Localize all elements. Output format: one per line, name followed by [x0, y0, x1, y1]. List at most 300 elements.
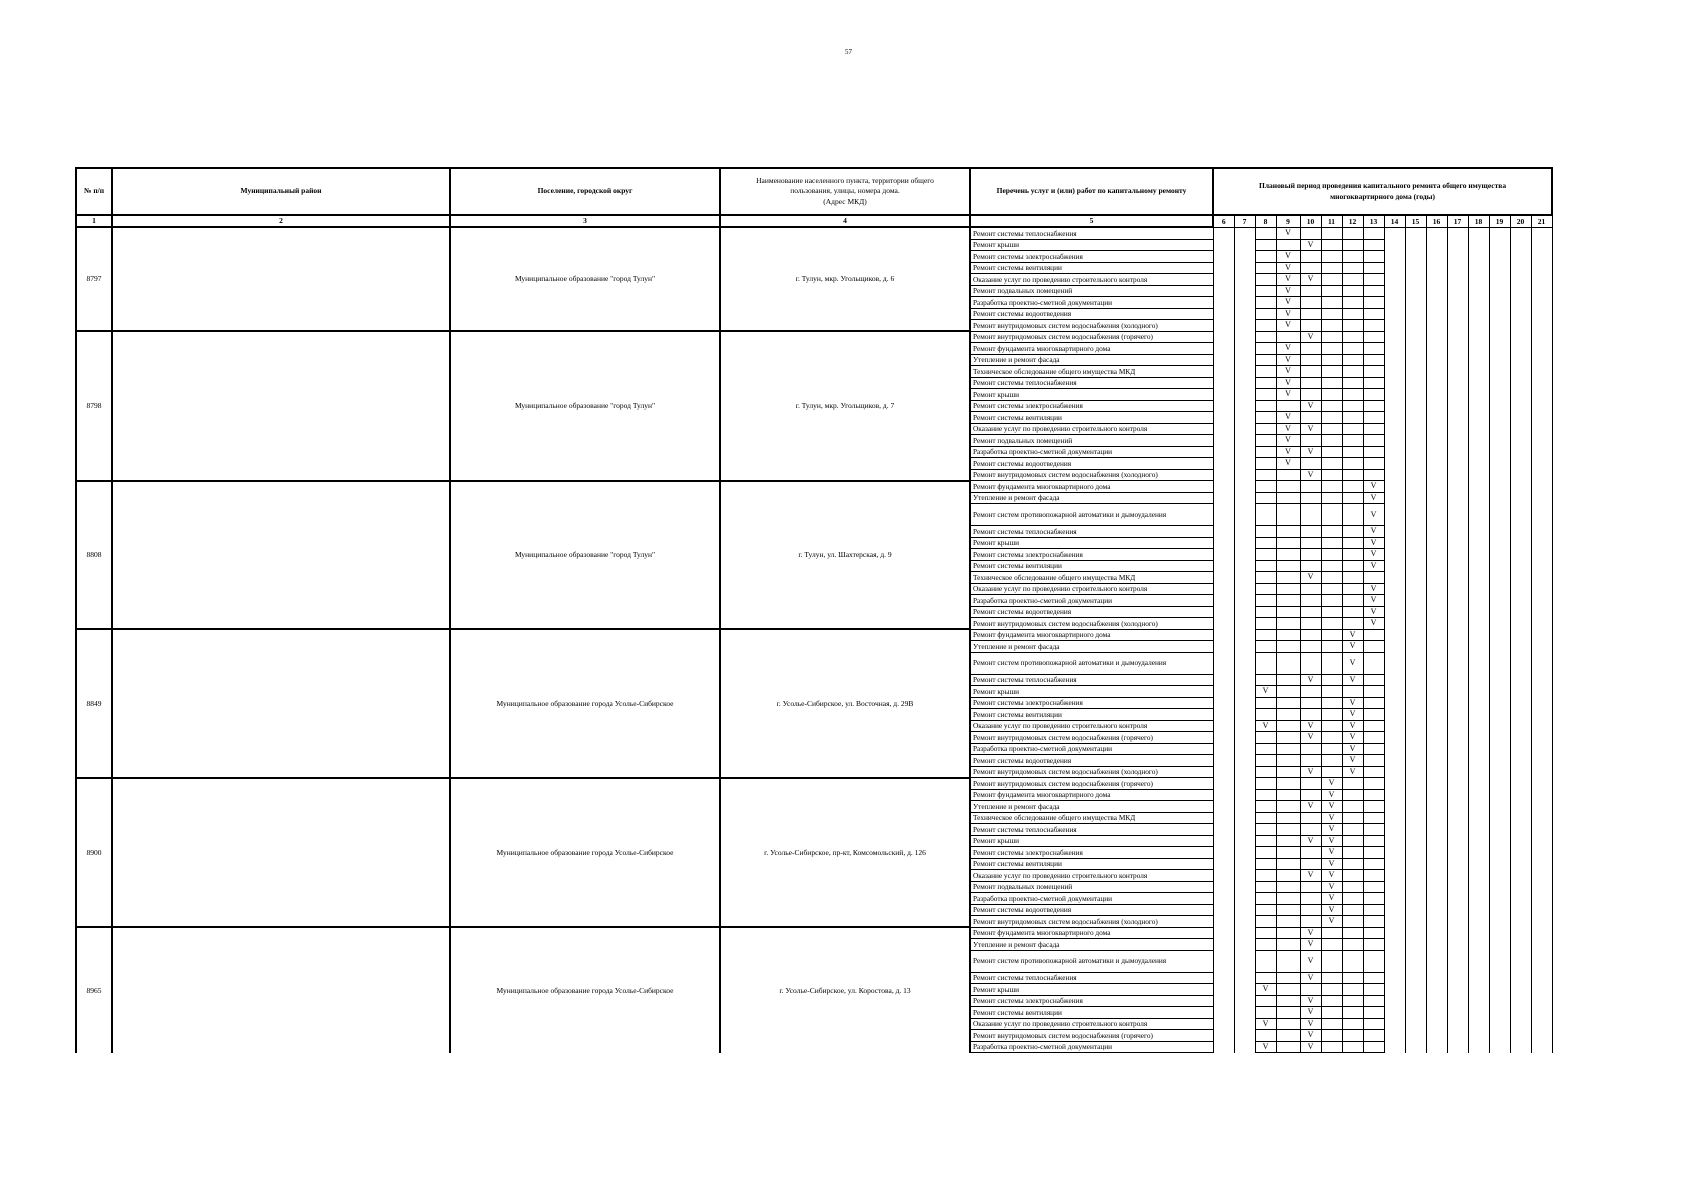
year-cell-10: V [1300, 469, 1321, 481]
year-cell-14 [1384, 239, 1405, 251]
year-cell-17 [1447, 537, 1468, 549]
year-cell-8 [1255, 618, 1276, 630]
year-cell-21 [1531, 583, 1552, 595]
year-cell-17 [1447, 481, 1468, 493]
year-cell-18 [1468, 686, 1489, 698]
year-cell-13 [1363, 824, 1384, 836]
year-cell-16 [1426, 629, 1447, 641]
year-cell-15 [1405, 755, 1426, 767]
year-cell-19 [1489, 916, 1510, 928]
year-cell-18 [1468, 389, 1489, 401]
year-cell-13 [1363, 893, 1384, 905]
work-name: Разработка проектно-сметной документации [970, 893, 1213, 905]
year-cell-21 [1531, 504, 1552, 526]
year-cell-10: V [1300, 400, 1321, 412]
year-cell-13 [1363, 847, 1384, 859]
year-cell-15 [1405, 239, 1426, 251]
year-cell-14 [1384, 537, 1405, 549]
year-cell-12 [1342, 789, 1363, 801]
year-cell-10: V [1300, 870, 1321, 882]
year-cell-10 [1300, 606, 1321, 618]
year-cell-6 [1213, 606, 1234, 618]
year-cell-12 [1342, 835, 1363, 847]
year-cell-17 [1447, 1007, 1468, 1019]
year-cell-13 [1363, 732, 1384, 744]
year-cell-18 [1468, 583, 1489, 595]
year-cell-8 [1255, 606, 1276, 618]
year-cell-14 [1384, 572, 1405, 584]
year-cell-18 [1468, 939, 1489, 951]
year-cell-12 [1342, 870, 1363, 882]
year-cell-20 [1510, 686, 1531, 698]
year-cell-17 [1447, 939, 1468, 951]
record-address: г. Усолье-Сибирское, пр-кт, Комсомольский, д. 126 [720, 778, 970, 928]
year-cell-11 [1321, 950, 1342, 972]
work-name: Ремонт системы вентиляции [970, 858, 1213, 870]
year-cell-11 [1321, 481, 1342, 493]
year-cell-8 [1255, 1030, 1276, 1042]
year-cell-16 [1426, 435, 1447, 447]
year-cell-9 [1276, 927, 1300, 939]
year-cell-10: V [1300, 274, 1321, 286]
year-cell-17 [1447, 995, 1468, 1007]
year-cell-14 [1384, 481, 1405, 493]
year-cell-19 [1489, 972, 1510, 984]
year-cell-20 [1510, 824, 1531, 836]
year-cell-14 [1384, 835, 1405, 847]
year-cell-21 [1531, 227, 1552, 239]
year-cell-21 [1531, 674, 1552, 686]
work-name: Ремонт внутридомовых систем водоснабжения (горячего) [970, 1030, 1213, 1042]
work-name: Оказание услуг по проведению строительного контроля [970, 274, 1213, 286]
year-cell-16 [1426, 939, 1447, 951]
year-cell-11 [1321, 766, 1342, 778]
year-cell-14 [1384, 824, 1405, 836]
year-cell-14 [1384, 469, 1405, 481]
year-cell-7 [1234, 858, 1255, 870]
year-cell-9 [1276, 481, 1300, 493]
work-row [76, 629, 1552, 641]
record-settlement: Муниципальное образование города Усолье-Сибирское [450, 927, 720, 1053]
year-cell-17 [1447, 732, 1468, 744]
year-cell-8 [1255, 377, 1276, 389]
year-cell-21 [1531, 904, 1552, 916]
year-cell-17 [1447, 858, 1468, 870]
year-cell-18 [1468, 824, 1489, 836]
year-cell-12 [1342, 1018, 1363, 1030]
year-cell-6 [1213, 812, 1234, 824]
year-cell-12 [1342, 446, 1363, 458]
work-name: Техническое обследование общего имущества МКД [970, 366, 1213, 378]
year-cell-20 [1510, 504, 1531, 526]
year-cell-16 [1426, 595, 1447, 607]
year-cell-12 [1342, 492, 1363, 504]
year-cell-16 [1426, 458, 1447, 470]
year-cell-14 [1384, 377, 1405, 389]
year-cell-12 [1342, 560, 1363, 572]
year-cell-6 [1213, 652, 1234, 674]
year-cell-9 [1276, 801, 1300, 813]
year-cell-14 [1384, 297, 1405, 309]
year-cell-21 [1531, 354, 1552, 366]
header-period-line: Плановый период проведения капитального ремонта общего имущества [1259, 181, 1507, 191]
year-cell-20 [1510, 755, 1531, 767]
year-cell-7 [1234, 766, 1255, 778]
year-cell-9 [1276, 641, 1300, 653]
year-cell-16 [1426, 251, 1447, 263]
year-cell-16 [1426, 446, 1447, 458]
year-cell-6 [1213, 366, 1234, 378]
year-cell-14 [1384, 560, 1405, 572]
year-cell-14 [1384, 893, 1405, 905]
year-cell-10 [1300, 251, 1321, 263]
year-cell-21 [1531, 331, 1552, 343]
year-cell-10 [1300, 297, 1321, 309]
record-district [112, 927, 450, 1053]
year-cell-12 [1342, 939, 1363, 951]
year-cell-9 [1276, 916, 1300, 928]
year-cell-9 [1276, 893, 1300, 905]
year-cell-15 [1405, 641, 1426, 653]
year-cell-18 [1468, 239, 1489, 251]
year-cell-8: V [1255, 984, 1276, 996]
year-cell-15 [1405, 870, 1426, 882]
work-name: Ремонт крыши [970, 835, 1213, 847]
year-cell-20 [1510, 560, 1531, 572]
year-cell-15 [1405, 984, 1426, 996]
year-cell-20 [1510, 469, 1531, 481]
year-cell-15 [1405, 916, 1426, 928]
year-cell-15 [1405, 285, 1426, 297]
year-cell-10 [1300, 435, 1321, 447]
year-cell-15 [1405, 881, 1426, 893]
year-cell-10 [1300, 789, 1321, 801]
record-address: г. Тулун, мкр. Угольщиков, д. 6 [720, 227, 970, 331]
year-cell-12: V [1342, 709, 1363, 721]
year-cell-15 [1405, 618, 1426, 630]
header-num: № п/п [76, 168, 112, 215]
work-name: Ремонт системы теплоснабжения [970, 972, 1213, 984]
header-address-line: Наименование населенного пункта, территории общего [756, 176, 934, 186]
year-cell-16 [1426, 560, 1447, 572]
year-cell-21 [1531, 595, 1552, 607]
year-cell-7 [1234, 227, 1255, 239]
year-cell-13 [1363, 950, 1384, 972]
year-cell-17 [1447, 606, 1468, 618]
year-cell-19 [1489, 1030, 1510, 1042]
year-cell-12: V [1342, 766, 1363, 778]
year-cell-11 [1321, 1041, 1342, 1053]
year-cell-13 [1363, 331, 1384, 343]
year-cell-18 [1468, 927, 1489, 939]
year-cell-10 [1300, 377, 1321, 389]
year-cell-15 [1405, 537, 1426, 549]
year-cell-19 [1489, 308, 1510, 320]
year-cell-19 [1489, 641, 1510, 653]
year-cell-10 [1300, 262, 1321, 274]
year-cell-7 [1234, 285, 1255, 297]
year-cell-18 [1468, 881, 1489, 893]
work-name: Оказание услуг по проведению строительного контроля [970, 870, 1213, 882]
year-cell-20 [1510, 297, 1531, 309]
year-cell-18 [1468, 274, 1489, 286]
work-name: Ремонт системы теплоснабжения [970, 227, 1213, 239]
year-cell-16 [1426, 262, 1447, 274]
year-cell-13 [1363, 285, 1384, 297]
year-cell-17 [1447, 423, 1468, 435]
year-cell-20 [1510, 354, 1531, 366]
year-cell-6 [1213, 984, 1234, 996]
year-cell-13 [1363, 995, 1384, 1007]
year-cell-6 [1213, 641, 1234, 653]
year-cell-14 [1384, 812, 1405, 824]
year-cell-8 [1255, 537, 1276, 549]
year-cell-18 [1468, 766, 1489, 778]
column-number: 3 [450, 215, 720, 227]
year-cell-15 [1405, 697, 1426, 709]
year-cell-19 [1489, 778, 1510, 790]
work-row [76, 927, 1552, 939]
year-cell-19 [1489, 481, 1510, 493]
year-cell-7 [1234, 343, 1255, 355]
year-cell-6 [1213, 251, 1234, 263]
year-cell-7 [1234, 824, 1255, 836]
year-cell-20 [1510, 606, 1531, 618]
year-cell-19 [1489, 343, 1510, 355]
year-cell-10 [1300, 354, 1321, 366]
year-cell-18 [1468, 674, 1489, 686]
year-cell-13 [1363, 1030, 1384, 1042]
year-cell-8 [1255, 858, 1276, 870]
work-name: Ремонт системы электроснабжения [970, 549, 1213, 561]
year-cell-21 [1531, 652, 1552, 674]
year-cell-10 [1300, 904, 1321, 916]
year-cell-9 [1276, 720, 1300, 732]
year-cell-19 [1489, 881, 1510, 893]
year-cell-13: V [1363, 595, 1384, 607]
year-cell-11 [1321, 939, 1342, 951]
year-cell-11: V [1321, 824, 1342, 836]
year-cell-8 [1255, 732, 1276, 744]
year-cell-13: V [1363, 560, 1384, 572]
year-cell-7 [1234, 629, 1255, 641]
year-cell-10: V [1300, 801, 1321, 813]
column-number: 17 [1447, 215, 1468, 227]
year-cell-12 [1342, 549, 1363, 561]
year-cell-7 [1234, 492, 1255, 504]
year-cell-8 [1255, 572, 1276, 584]
work-name: Ремонт крыши [970, 537, 1213, 549]
year-cell-21 [1531, 285, 1552, 297]
year-cell-18 [1468, 297, 1489, 309]
year-cell-7 [1234, 812, 1255, 824]
year-cell-11: V [1321, 881, 1342, 893]
year-cell-6 [1213, 389, 1234, 401]
year-cell-6 [1213, 308, 1234, 320]
year-cell-16 [1426, 285, 1447, 297]
header-row [76, 168, 1552, 215]
year-cell-19 [1489, 320, 1510, 332]
year-cell-9 [1276, 606, 1300, 618]
year-cell-12 [1342, 572, 1363, 584]
year-cell-15 [1405, 939, 1426, 951]
year-cell-17 [1447, 1041, 1468, 1053]
year-cell-7 [1234, 652, 1255, 674]
year-cell-14 [1384, 583, 1405, 595]
year-cell-13 [1363, 697, 1384, 709]
year-cell-6 [1213, 789, 1234, 801]
year-cell-21 [1531, 984, 1552, 996]
year-cell-8 [1255, 1007, 1276, 1019]
year-cell-10 [1300, 812, 1321, 824]
year-cell-18 [1468, 835, 1489, 847]
year-cell-10 [1300, 343, 1321, 355]
year-cell-15 [1405, 262, 1426, 274]
year-cell-11 [1321, 297, 1342, 309]
year-cell-13 [1363, 423, 1384, 435]
year-cell-18 [1468, 847, 1489, 859]
year-cell-12 [1342, 469, 1363, 481]
page-number: 57 [845, 48, 852, 56]
year-cell-21 [1531, 858, 1552, 870]
year-cell-16 [1426, 674, 1447, 686]
year-cell-16 [1426, 732, 1447, 744]
column-number: 20 [1510, 215, 1531, 227]
year-cell-20 [1510, 285, 1531, 297]
column-number: 8 [1255, 215, 1276, 227]
year-cell-19 [1489, 732, 1510, 744]
year-cell-16 [1426, 297, 1447, 309]
work-name: Ремонт фундамента многоквартирного дома [970, 927, 1213, 939]
year-cell-13 [1363, 469, 1384, 481]
year-cell-15 [1405, 343, 1426, 355]
year-cell-21 [1531, 720, 1552, 732]
year-cell-7 [1234, 801, 1255, 813]
year-cell-9 [1276, 812, 1300, 824]
year-cell-6 [1213, 686, 1234, 698]
year-cell-12 [1342, 847, 1363, 859]
year-cell-20 [1510, 343, 1531, 355]
year-cell-10 [1300, 366, 1321, 378]
year-cell-15 [1405, 652, 1426, 674]
year-cell-18 [1468, 560, 1489, 572]
year-cell-18 [1468, 308, 1489, 320]
year-cell-20 [1510, 847, 1531, 859]
record-address: г. Тулун, ул. Шахтерская, д. 9 [720, 481, 970, 630]
year-cell-17 [1447, 789, 1468, 801]
year-cell-21 [1531, 423, 1552, 435]
column-number: 7 [1234, 215, 1255, 227]
year-cell-9 [1276, 984, 1300, 996]
year-cell-11 [1321, 423, 1342, 435]
year-cell-15 [1405, 686, 1426, 698]
year-cell-17 [1447, 354, 1468, 366]
year-cell-11 [1321, 537, 1342, 549]
year-cell-14 [1384, 778, 1405, 790]
year-cell-11: V [1321, 870, 1342, 882]
year-cell-6 [1213, 743, 1234, 755]
year-cell-18 [1468, 572, 1489, 584]
year-cell-18 [1468, 732, 1489, 744]
year-cell-10 [1300, 629, 1321, 641]
year-cell-12 [1342, 618, 1363, 630]
year-cell-12 [1342, 606, 1363, 618]
year-cell-14 [1384, 732, 1405, 744]
year-cell-19 [1489, 423, 1510, 435]
year-cell-19 [1489, 331, 1510, 343]
year-cell-13 [1363, 939, 1384, 951]
year-cell-12 [1342, 458, 1363, 470]
year-cell-16 [1426, 1030, 1447, 1042]
year-cell-20 [1510, 801, 1531, 813]
year-cell-9 [1276, 904, 1300, 916]
year-cell-14 [1384, 1007, 1405, 1019]
year-cell-15 [1405, 824, 1426, 836]
year-cell-8 [1255, 652, 1276, 674]
year-cell-20 [1510, 697, 1531, 709]
year-cell-20 [1510, 595, 1531, 607]
year-cell-20 [1510, 1041, 1531, 1053]
year-cell-10 [1300, 824, 1321, 836]
year-cell-8 [1255, 778, 1276, 790]
year-cell-15 [1405, 1007, 1426, 1019]
year-cell-21 [1531, 366, 1552, 378]
year-cell-7 [1234, 939, 1255, 951]
year-cell-8 [1255, 389, 1276, 401]
year-cell-13 [1363, 904, 1384, 916]
year-cell-15 [1405, 526, 1426, 538]
year-cell-19 [1489, 709, 1510, 721]
year-cell-11 [1321, 674, 1342, 686]
year-cell-9: V [1276, 343, 1300, 355]
year-cell-10 [1300, 583, 1321, 595]
year-cell-10: V [1300, 1018, 1321, 1030]
year-cell-17 [1447, 881, 1468, 893]
year-cell-9 [1276, 595, 1300, 607]
year-cell-10 [1300, 778, 1321, 790]
year-cell-10: V [1300, 423, 1321, 435]
year-cell-16 [1426, 377, 1447, 389]
year-cell-17 [1447, 720, 1468, 732]
year-cell-15 [1405, 674, 1426, 686]
year-cell-14 [1384, 1030, 1405, 1042]
year-cell-20 [1510, 458, 1531, 470]
year-cell-12 [1342, 412, 1363, 424]
year-cell-16 [1426, 870, 1447, 882]
year-cell-16 [1426, 709, 1447, 721]
year-cell-13 [1363, 835, 1384, 847]
year-cell-21 [1531, 492, 1552, 504]
year-cell-14 [1384, 595, 1405, 607]
work-name: Ремонт крыши [970, 389, 1213, 401]
year-cell-6 [1213, 435, 1234, 447]
year-cell-11 [1321, 343, 1342, 355]
record-id: 8965 [76, 927, 112, 1053]
work-name: Ремонт системы электроснабжения [970, 697, 1213, 709]
year-cell-18 [1468, 435, 1489, 447]
year-cell-10 [1300, 285, 1321, 297]
record-settlement: Муниципальное образование "город Тулун" [450, 331, 720, 481]
year-cell-14 [1384, 423, 1405, 435]
year-cell-18 [1468, 916, 1489, 928]
year-cell-16 [1426, 801, 1447, 813]
year-cell-6 [1213, 458, 1234, 470]
year-cell-16 [1426, 1007, 1447, 1019]
year-cell-9: V [1276, 412, 1300, 424]
year-cell-6 [1213, 995, 1234, 1007]
year-cell-10: V [1300, 674, 1321, 686]
year-cell-8 [1255, 641, 1276, 653]
